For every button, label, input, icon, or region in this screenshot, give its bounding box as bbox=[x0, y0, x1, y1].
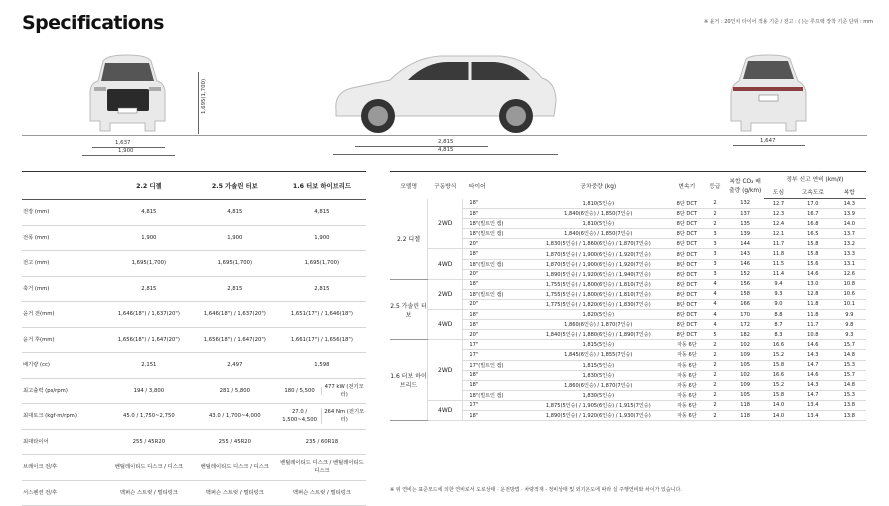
t1-header-blank bbox=[22, 172, 106, 200]
page-title: Specifications bbox=[22, 12, 164, 34]
t2-cell: 18" bbox=[463, 310, 527, 320]
t2-cell: 9.8 bbox=[833, 320, 866, 330]
t2-cell: 12.4 bbox=[764, 219, 793, 229]
t2-cell: 자동 6단 bbox=[670, 400, 703, 410]
t2-cell: 13.9 bbox=[833, 209, 866, 219]
t2-drive-cell: 2WD bbox=[427, 199, 462, 249]
t2-cell: 15.8 bbox=[764, 390, 793, 400]
car-side-view bbox=[330, 50, 562, 135]
t2-cell: 자동 6단 bbox=[670, 340, 703, 350]
t1-cell: 1,695(1,700) bbox=[278, 251, 366, 277]
t2-cell: 2 bbox=[703, 199, 726, 209]
t2-cell: 118 bbox=[726, 400, 763, 410]
t2-cell: 4 bbox=[703, 289, 726, 299]
t2-cell: 13.4 bbox=[793, 400, 833, 410]
t2-cell: 15.2 bbox=[764, 350, 793, 360]
t2-cell: 1,830(5인승) bbox=[526, 370, 670, 380]
t2-cell: 1,845(6인승) / 1,855(7인승) bbox=[526, 350, 670, 360]
t1-cell: 벤틸레이티드 디스크 / 디스크 bbox=[106, 455, 192, 481]
t2-cell: 9.4 bbox=[764, 279, 793, 289]
t2-cell: 2 bbox=[703, 390, 726, 400]
t2-cell: 9.3 bbox=[833, 330, 866, 340]
t2-cell: 143 bbox=[726, 249, 763, 259]
t2-cell: 8단 DCT bbox=[670, 249, 703, 259]
t2-cell: 17.0 bbox=[793, 199, 833, 209]
t2-cell: 105 bbox=[726, 360, 763, 370]
t2-cell: 10.8 bbox=[833, 279, 866, 289]
t1-cell: 43.0 / 1,700~4,000 bbox=[192, 404, 278, 430]
t2-cell: 105 bbox=[726, 390, 763, 400]
ground-line bbox=[22, 135, 867, 136]
t2-cell: 9.9 bbox=[833, 310, 866, 320]
t1-cell: 2,815 bbox=[278, 276, 366, 302]
t2-cell: 1,890(5인승) / 1,920(6인승) / 1,930(7인승) bbox=[526, 410, 670, 420]
t2-cell: 1,830(5인승) bbox=[526, 390, 670, 400]
t2-header-city: 도심 bbox=[764, 185, 793, 199]
t2-cell: 9.3 bbox=[764, 289, 793, 299]
t2-cell: 1,815(5인승) bbox=[526, 340, 670, 350]
t2-cell: 14.3 bbox=[793, 380, 833, 390]
t1-cell: 1,646(18") / 1,637(20") bbox=[192, 302, 278, 328]
t2-cell: 2 bbox=[703, 380, 726, 390]
t2-cell: 1,755(5인승) / 1,800(6인승) / 1,810(7인승) bbox=[526, 279, 670, 289]
t2-cell: 12.6 bbox=[833, 269, 866, 279]
t2-cell: 1,830(5인승) / 1,860(6인승) / 1,870(7인승) bbox=[526, 239, 670, 249]
t1-cell: 1,656(18") / 1,647(20") bbox=[106, 327, 192, 353]
height-dimension-label: 1,695(1,700) bbox=[201, 78, 207, 114]
footnote: ※ 위 연비는 표준모드에 의한 연비로서 도로상태 · 운전방법 · 차량적재 · 정비상태 및 외기온도에 따라 실 주행연비와 차이가 있습니다. bbox=[390, 487, 682, 493]
t2-cell: 17"(빌트인 캠) bbox=[463, 360, 527, 370]
t2-cell: 4 bbox=[703, 320, 726, 330]
t2-cell: 8단 DCT bbox=[670, 299, 703, 309]
t2-cell: 18"(빌트인 캠) bbox=[463, 229, 527, 239]
t1-cell: 27.0 / 1,500~4,500 bbox=[278, 408, 323, 424]
t2-cell: 5 bbox=[703, 330, 726, 340]
fuel-efficiency-table bbox=[390, 171, 866, 421]
t2-cell: 자동 6단 bbox=[670, 360, 703, 370]
t2-cell: 3 bbox=[703, 249, 726, 259]
t2-cell: 16.6 bbox=[764, 370, 793, 380]
t2-cell: 17" bbox=[463, 350, 527, 360]
t2-cell: 18"(빌트인 캠) bbox=[463, 390, 527, 400]
t2-header-model: 모델명 bbox=[390, 172, 427, 199]
t1-header-hybrid: 1.6 터보 하이브리드 bbox=[278, 172, 366, 200]
t2-cell: 자동 6단 bbox=[670, 370, 703, 380]
t2-cell: 132 bbox=[726, 199, 763, 209]
t1-cell: 2,497 bbox=[192, 353, 278, 379]
t2-model-cell: 2.5 가솔린 터보 bbox=[390, 279, 427, 340]
t2-cell: 2 bbox=[703, 350, 726, 360]
t2-cell: 4 bbox=[703, 299, 726, 309]
wheelbase-label: 2,815 bbox=[438, 139, 454, 145]
t2-cell: 146 bbox=[726, 259, 763, 269]
t1-row bbox=[22, 327, 366, 353]
t2-cell: 158 bbox=[726, 289, 763, 299]
t2-cell: 109 bbox=[726, 380, 763, 390]
t2-row bbox=[390, 400, 866, 410]
t2-cell: 2 bbox=[703, 410, 726, 420]
t1-row-label: 전장 (mm) bbox=[22, 200, 106, 226]
t1-row-label: 배기량 (cc) bbox=[22, 353, 106, 379]
t2-cell: 12.7 bbox=[764, 199, 793, 209]
t1-row bbox=[22, 225, 366, 251]
t1-cell: 4,815 bbox=[192, 200, 278, 226]
t2-cell: 자동 6단 bbox=[670, 410, 703, 420]
t2-cell: 8단 DCT bbox=[670, 279, 703, 289]
t2-cell: 1,860(6인승) / 1,870(7인승) bbox=[526, 380, 670, 390]
t2-cell: 13.2 bbox=[833, 239, 866, 249]
t2-cell: 8단 DCT bbox=[670, 289, 703, 299]
t1-row-label: 최대토크 (kgf·m/rpm) bbox=[22, 404, 106, 430]
t2-drive-cell: 2WD bbox=[427, 279, 462, 309]
t2-cell: 118 bbox=[726, 410, 763, 420]
t2-cell: 102 bbox=[726, 340, 763, 350]
t1-split-cell bbox=[278, 404, 366, 430]
t2-cell: 2 bbox=[703, 219, 726, 229]
t1-row-label: 최고출력 (ps/rpm) bbox=[22, 378, 106, 404]
t1-cell: 1,651(17") / 1,646(18") bbox=[278, 302, 366, 328]
t2-header-weight: 공차중량 (kg) bbox=[526, 172, 670, 199]
t2-cell: 3 bbox=[703, 239, 726, 249]
t2-cell: 11.5 bbox=[764, 259, 793, 269]
t2-cell: 13.0 bbox=[793, 279, 833, 289]
t2-cell: 152 bbox=[726, 269, 763, 279]
t2-cell: 1,840(6인승) / 1,850(7인승) bbox=[526, 229, 670, 239]
t1-row bbox=[22, 429, 366, 455]
t2-cell: 8단 DCT bbox=[670, 269, 703, 279]
t1-row-label: 축거 (mm) bbox=[22, 276, 106, 302]
t2-cell: 8단 DCT bbox=[670, 239, 703, 249]
t1-cell: 281 / 5,800 bbox=[192, 378, 278, 404]
t2-cell: 135 bbox=[726, 219, 763, 229]
t2-cell: 14.6 bbox=[793, 340, 833, 350]
t2-cell: 15.8 bbox=[793, 249, 833, 259]
t1-row-label: 윤거 전(mm) bbox=[22, 302, 106, 328]
t1-row-label: 브레이크 전/후 bbox=[22, 455, 106, 481]
t1-cell: 1,900 bbox=[278, 225, 366, 251]
rear-track-line bbox=[733, 145, 805, 146]
t2-cell: 1,815(5인승) bbox=[526, 360, 670, 370]
t2-cell: 8.8 bbox=[764, 310, 793, 320]
t2-cell: 9.0 bbox=[764, 299, 793, 309]
t2-cell: 1,870(5인승) / 1,900(6인승) / 1,920(7인승) bbox=[526, 249, 670, 259]
t2-cell: 15.2 bbox=[764, 380, 793, 390]
t1-row bbox=[22, 302, 366, 328]
front-track-label: 1,637 bbox=[115, 140, 131, 146]
t2-header-grade: 등급 bbox=[703, 172, 726, 199]
t1-row bbox=[22, 404, 366, 430]
t2-cell: 15.8 bbox=[764, 360, 793, 370]
width-label: 1,900 bbox=[118, 148, 134, 154]
t2-row bbox=[390, 279, 866, 289]
t2-cell: 20" bbox=[463, 239, 527, 249]
t2-cell: 8단 DCT bbox=[670, 199, 703, 209]
t2-cell: 18"(빌트인 캠) bbox=[463, 259, 527, 269]
t2-cell: 13.8 bbox=[833, 410, 866, 420]
t2-cell: 2 bbox=[703, 400, 726, 410]
t2-cell: 17" bbox=[463, 400, 527, 410]
t2-cell: 14.8 bbox=[833, 380, 866, 390]
t1-row-label: 윤거 후(mm) bbox=[22, 327, 106, 353]
t2-cell: 15.8 bbox=[793, 239, 833, 249]
rear-track-label: 1,647 bbox=[760, 138, 776, 144]
t2-cell: 13.1 bbox=[833, 259, 866, 269]
t2-cell: 18"(빌트인 캠) bbox=[463, 289, 527, 299]
t2-header-tire: 타이어 bbox=[463, 172, 527, 199]
t2-cell: 14.3 bbox=[793, 350, 833, 360]
t2-cell: 3 bbox=[703, 229, 726, 239]
t1-cell: 255 / 45R20 bbox=[192, 429, 278, 455]
t2-cell: 18" bbox=[463, 249, 527, 259]
t1-cell: 벤틸레이티드 디스크 / 디스크 bbox=[192, 455, 278, 481]
t2-cell: 16.6 bbox=[764, 340, 793, 350]
t1-cell: 2,815 bbox=[192, 276, 278, 302]
t2-cell: 14.6 bbox=[793, 269, 833, 279]
t2-cell: 1,810(5인승) bbox=[526, 199, 670, 209]
t2-cell: 10.1 bbox=[833, 299, 866, 309]
t2-cell: 156 bbox=[726, 279, 763, 289]
t1-row bbox=[22, 276, 366, 302]
t2-row bbox=[390, 199, 866, 209]
t1-header-diesel: 2.2 디젤 bbox=[106, 172, 192, 200]
t2-cell: 1,810(5인승) bbox=[526, 219, 670, 229]
t2-cell: 8.7 bbox=[764, 320, 793, 330]
t1-split-cell bbox=[278, 378, 366, 404]
t2-cell: 14.0 bbox=[764, 410, 793, 420]
t1-row bbox=[22, 480, 366, 506]
t2-header-combined: 복합 bbox=[833, 185, 866, 199]
t2-header-drive: 구동방식 bbox=[427, 172, 462, 199]
t2-drive-cell: 4WD bbox=[427, 249, 462, 279]
t1-header-gasoline: 2.5 가솔린 터보 bbox=[192, 172, 278, 200]
t2-cell: 1,840(5인승) / 1,880(6인승) / 1,890(7인승) bbox=[526, 330, 670, 340]
t2-cell: 166 bbox=[726, 299, 763, 309]
t2-cell: 11.7 bbox=[793, 320, 833, 330]
t2-cell: 18" bbox=[463, 410, 527, 420]
t2-cell: 18" bbox=[463, 199, 527, 209]
t1-cell: 1,661(17") / 1,656(18") bbox=[278, 327, 366, 353]
t1-cell: 4,815 bbox=[106, 200, 192, 226]
t2-cell: 12.1 bbox=[764, 229, 793, 239]
t2-cell: 10.6 bbox=[833, 289, 866, 299]
height-dimension-line bbox=[198, 72, 199, 134]
t2-cell: 18" bbox=[463, 209, 527, 219]
t2-cell: 13.4 bbox=[793, 410, 833, 420]
t1-cell: 1,695(1,700) bbox=[192, 251, 278, 277]
t2-row bbox=[390, 249, 866, 259]
t2-cell: 1,890(5인승) / 1,920(6인승) / 1,940(7인승) bbox=[526, 269, 670, 279]
width-line bbox=[82, 155, 175, 156]
t2-cell: 1,860(6인승) / 1,870(7인승) bbox=[526, 320, 670, 330]
t2-cell: 4 bbox=[703, 279, 726, 289]
t2-cell: 14.0 bbox=[764, 400, 793, 410]
t2-cell: 170 bbox=[726, 310, 763, 320]
t2-cell: 14.3 bbox=[833, 199, 866, 209]
t1-row-label: 최대타이어 bbox=[22, 429, 106, 455]
t2-cell: 4 bbox=[703, 310, 726, 320]
t2-cell: 2 bbox=[703, 370, 726, 380]
t2-cell: 18" bbox=[463, 279, 527, 289]
t2-model-cell: 2.2 디젤 bbox=[390, 199, 427, 280]
t1-cell: 194 / 3,800 bbox=[106, 378, 192, 404]
t2-drive-cell: 4WD bbox=[427, 400, 462, 420]
t1-row bbox=[22, 353, 366, 379]
t2-row bbox=[390, 310, 866, 320]
t2-cell: 자동 6단 bbox=[670, 390, 703, 400]
t1-cell: 1,646(18") / 1,637(20") bbox=[106, 302, 192, 328]
t2-cell: 144 bbox=[726, 239, 763, 249]
t2-cell: 16.7 bbox=[793, 209, 833, 219]
t2-cell: 18" bbox=[463, 370, 527, 380]
wheelbase-line bbox=[355, 146, 488, 147]
t1-cell: 맥퍼슨 스트럿 / 멀티링크 bbox=[106, 480, 192, 506]
t1-cell: 4,815 bbox=[278, 200, 366, 226]
t1-cell: 45.0 / 1,750~2,750 bbox=[106, 404, 192, 430]
t2-cell: 1,870(5인승) / 1,900(6인승) / 1,920(7인승) bbox=[526, 259, 670, 269]
t1-row bbox=[22, 200, 366, 226]
t2-cell: 2 bbox=[703, 340, 726, 350]
t2-drive-cell: 4WD bbox=[427, 310, 462, 340]
t2-cell: 14.7 bbox=[793, 360, 833, 370]
t2-drive-cell: 2WD bbox=[427, 340, 462, 401]
t2-cell: 172 bbox=[726, 320, 763, 330]
t2-cell: 18" bbox=[463, 320, 527, 330]
t1-cell: 맥퍼슨 스트럿 / 멀티링크 bbox=[278, 480, 366, 506]
t2-cell: 15.3 bbox=[833, 360, 866, 370]
t2-cell: 8단 DCT bbox=[670, 330, 703, 340]
t2-model-cell: 1.6 터보 하이브리드 bbox=[390, 340, 427, 421]
t2-cell: 8단 DCT bbox=[670, 259, 703, 269]
t2-header-co2: 복합 CO₂ 배출량 (g/km) bbox=[726, 172, 763, 199]
t2-cell: 8단 DCT bbox=[670, 320, 703, 330]
t2-cell: 자동 6단 bbox=[670, 350, 703, 360]
t2-cell: 11.8 bbox=[793, 299, 833, 309]
engine-spec-table bbox=[22, 171, 366, 506]
t2-cell: 3 bbox=[703, 259, 726, 269]
t2-cell: 2 bbox=[703, 209, 726, 219]
car-front-view bbox=[85, 53, 170, 135]
t2-cell: 8단 DCT bbox=[670, 219, 703, 229]
t2-cell: 109 bbox=[726, 350, 763, 360]
t2-cell: 18" bbox=[463, 380, 527, 390]
t2-cell: 8단 DCT bbox=[670, 209, 703, 219]
t2-cell: 2 bbox=[703, 360, 726, 370]
unit-note: ※ 윤거 : 20인치 타이어 적용 기준 / 전고 : ( )는 루프랙 장착 기준 단위 : mm bbox=[703, 19, 873, 25]
t1-cell: 1,598 bbox=[278, 353, 366, 379]
t1-row-label: 전폭 (mm) bbox=[22, 225, 106, 251]
car-rear-view bbox=[726, 53, 811, 135]
t2-cell: 자동 6단 bbox=[670, 380, 703, 390]
t2-cell: 11.8 bbox=[764, 249, 793, 259]
length-line bbox=[333, 154, 558, 155]
t2-cell: 13.8 bbox=[833, 400, 866, 410]
t2-cell: 13.7 bbox=[833, 229, 866, 239]
t2-cell: 15.3 bbox=[833, 390, 866, 400]
t1-cell: 1,656(18") / 1,647(20") bbox=[192, 327, 278, 353]
t1-cell: 255 / 45R20 bbox=[106, 429, 192, 455]
t1-cell: 235 / 60R18 bbox=[278, 429, 366, 455]
t2-cell: 1,840(6인승) / 1,850(7인승) bbox=[526, 209, 670, 219]
t2-header-highway: 고속도로 bbox=[793, 185, 833, 199]
t1-row-label: 전고 (mm) bbox=[22, 251, 106, 277]
t2-row bbox=[390, 340, 866, 350]
t2-cell: 102 bbox=[726, 370, 763, 380]
t2-cell: 14.0 bbox=[833, 219, 866, 229]
t2-cell: 12.8 bbox=[793, 289, 833, 299]
t1-row bbox=[22, 378, 366, 404]
t2-cell: 13.3 bbox=[833, 249, 866, 259]
t2-cell: 11.8 bbox=[793, 310, 833, 320]
length-label: 4,815 bbox=[438, 147, 454, 153]
t2-cell: 18"(빌트인 캠) bbox=[463, 219, 527, 229]
t2-cell: 14.7 bbox=[793, 390, 833, 400]
t2-cell: 12.3 bbox=[764, 209, 793, 219]
t2-cell: 11.7 bbox=[764, 239, 793, 249]
t1-cell: 2,815 bbox=[106, 276, 192, 302]
t2-cell: 1,755(5인승) / 1,800(6인승) / 1,810(7인승) bbox=[526, 289, 670, 299]
t1-cell: 264 Nm (전기모터) bbox=[324, 409, 365, 424]
t2-cell: 11.4 bbox=[764, 269, 793, 279]
t2-cell: 8.3 bbox=[764, 330, 793, 340]
t2-cell: 8단 DCT bbox=[670, 310, 703, 320]
t2-cell: 1,820(5인승) bbox=[526, 310, 670, 320]
t2-cell: 1,875(5인승) / 1,905(6인승) / 1,915(7인승) bbox=[526, 400, 670, 410]
t1-cell: 벤틸레이티드 디스크 / 벤틸레이티드 디스크 bbox=[278, 455, 366, 481]
t1-cell: 2,151 bbox=[106, 353, 192, 379]
t2-cell: 20" bbox=[463, 330, 527, 340]
t1-cell: 1,695(1,700) bbox=[106, 251, 192, 277]
t2-cell: 8단 DCT bbox=[670, 229, 703, 239]
t1-row bbox=[22, 455, 366, 481]
t1-cell: 180 / 5,500 bbox=[278, 387, 323, 395]
t1-row bbox=[22, 251, 366, 277]
t2-cell: 1,775(5인승) / 1,820(6인승) / 1,830(7인승) bbox=[526, 299, 670, 309]
t1-cell: 477 kW (전기모터) bbox=[324, 383, 364, 398]
t1-cell: 1,900 bbox=[192, 225, 278, 251]
t2-cell: 137 bbox=[726, 209, 763, 219]
t2-cell: 20" bbox=[463, 269, 527, 279]
t2-cell: 10.8 bbox=[793, 330, 833, 340]
t2-cell: 17" bbox=[463, 340, 527, 350]
t1-cell: 1,900 bbox=[106, 225, 192, 251]
t2-cell: 20" bbox=[463, 299, 527, 309]
t2-cell: 16.8 bbox=[793, 219, 833, 229]
t2-cell: 16.5 bbox=[793, 229, 833, 239]
t2-cell: 15.7 bbox=[833, 370, 866, 380]
t2-cell: 182 bbox=[726, 330, 763, 340]
t2-cell: 15.6 bbox=[793, 259, 833, 269]
t2-cell: 15.7 bbox=[833, 340, 866, 350]
t2-cell: 14.6 bbox=[793, 370, 833, 380]
t2-header-trans: 변속기 bbox=[670, 172, 703, 199]
t2-cell: 139 bbox=[726, 229, 763, 239]
t2-cell: 14.8 bbox=[833, 350, 866, 360]
t2-cell: 3 bbox=[703, 269, 726, 279]
t1-row-label: 서스펜션 전/후 bbox=[22, 480, 106, 506]
t1-cell: 맥퍼슨 스트럿 / 멀티링크 bbox=[192, 480, 278, 506]
t2-header-efficiency: 정부 신고 연비 (km/ℓ) bbox=[764, 172, 866, 186]
